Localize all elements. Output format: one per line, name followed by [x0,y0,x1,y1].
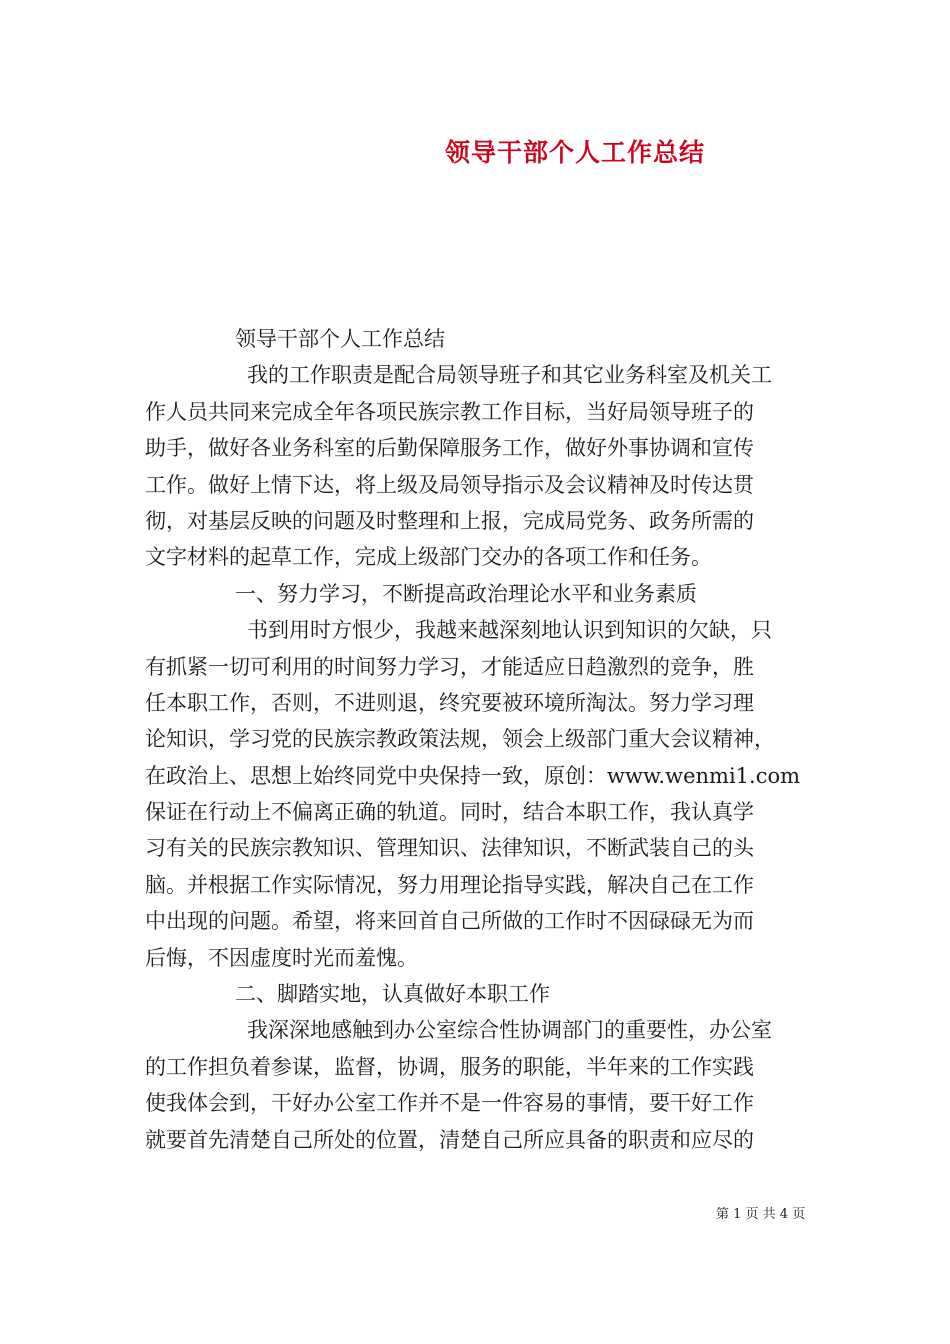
section-1-paragraph [145,612,810,976]
paragraph-line: 我深深地感触到办公室综合性协调部门的重要性，办公室 [247,1018,772,1043]
paragraph-line: 书到用时方恨少，我越来越深刻地认识到知识的欠缺，只 [247,618,772,643]
paragraph-line: 脑。并根据工作实际情况，努力用理论指导实践，解决自己在工作 [145,872,754,897]
paragraph-line: 的工作担负着参谋，监督，协调，服务的职能，半年来的工作实践 [145,1054,754,1079]
paragraph-line: 工作。做好上情下达，将上级及局领导指示及会议精神及时传达贯 [145,472,754,497]
section-heading-1: 一、努力学习，不断提高政治理论水平和业务素质 [235,581,697,606]
paragraph-line: 有抓紧一切可利用的时间努力学习，才能适应日趋激烈的竞争，胜 [145,654,754,679]
paragraph-line: 文字材料的起草工作，完成上级部门交办的各项工作和任务。 [145,545,712,570]
section-2-paragraph [145,1012,810,1158]
section-heading-2: 二、脚踏实地，认真做好本职工作 [235,982,550,1007]
paragraph-line: 在政治上、思想上始终同党中央保持一致，原创：www.wenmi1.com [145,763,801,788]
page-number: 第 1 页 共 4 页 [716,1207,806,1222]
document-subtitle: 领导干部个人工作总结 [235,327,445,351]
document-title: 领导干部个人工作总结 [444,138,705,167]
paragraph-line: 论知识，学习党的民族宗教政策法规，领会上级部门重大会议精神， [145,727,775,752]
paragraph-line: 习有关的民族宗教知识、管理知识、法律知识，不断武装自己的头 [145,836,754,861]
document-body [145,321,810,1158]
paragraph-line: 彻，对基层反映的问题及时整理和上报，完成局党务、政务所需的 [145,508,754,533]
paragraph-line: 任本职工作，否则，不进则退，终究要被环境所淘汰。努力学习理 [145,690,754,715]
paragraph-line: 使我体会到，干好办公室工作并不是一件容易的事情，要干好工作 [145,1091,754,1116]
paragraph-line: 助手，做好各业务科室的后勤保障服务工作，做好外事协调和宣传 [145,436,754,461]
paragraph-line: 我的工作职责是配合局领导班子和其它业务科室及机关工 [247,363,772,388]
paragraph-line: 保证在行动上不偏离正确的轨道。同时，结合本职工作，我认真学 [145,800,754,825]
paragraph-line: 就要首先清楚自己所处的位置，清楚自己所应具备的职责和应尽的 [145,1127,754,1152]
intro-paragraph [145,357,810,575]
paragraph-line: 作人员共同来完成全年各项民族宗教工作目标，当好局领导班子的 [145,399,754,424]
paragraph-line: 中出现的问题。希望，将来回首自己所做的工作时不因碌碌无为而 [145,909,754,934]
paragraph-line: 后悔，不因虚度时光而羞愧。 [145,945,418,970]
